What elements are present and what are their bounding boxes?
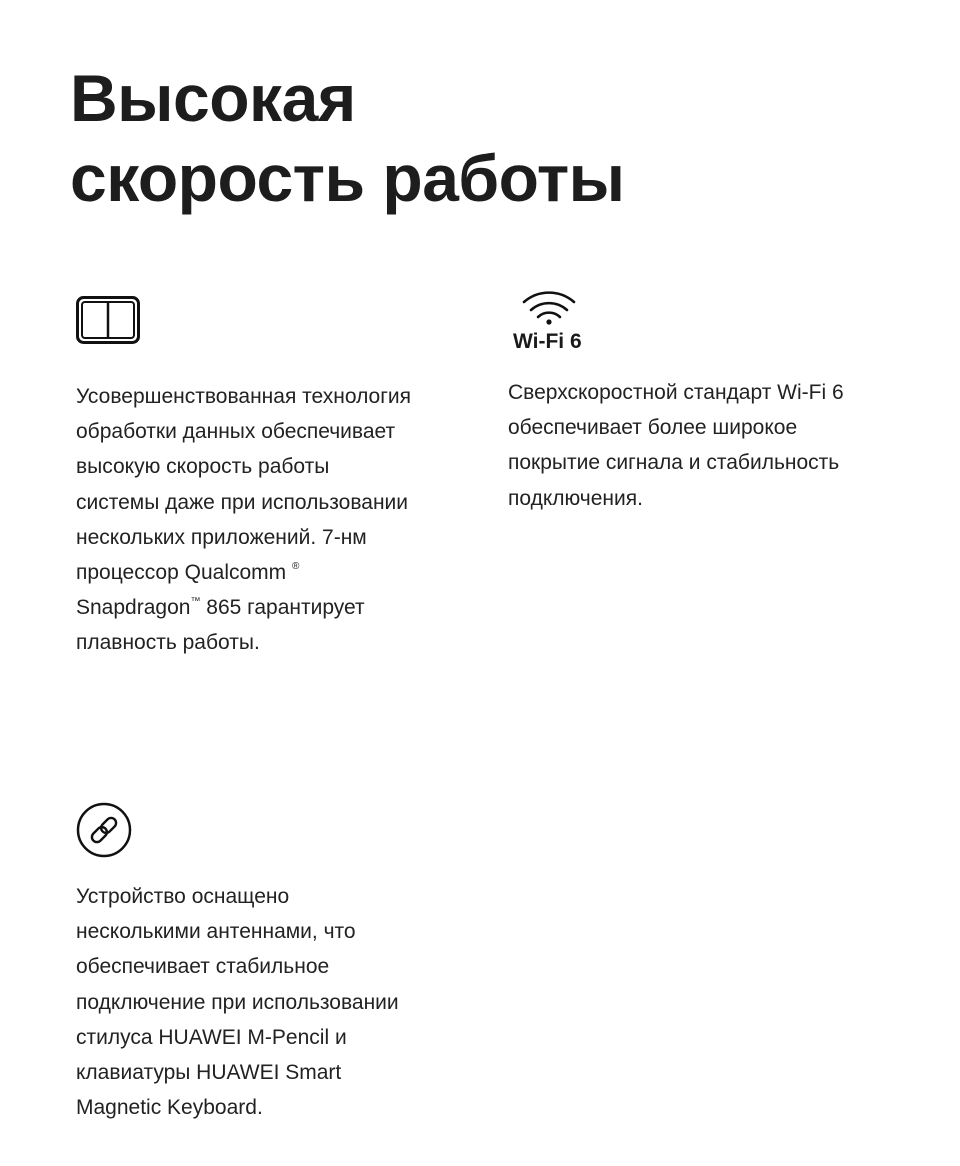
- wifi-line: Сверхскоростной стандарт Wi-Fi 6: [508, 381, 844, 404]
- antenna-line: Magnetic Keyboard.: [76, 1096, 263, 1120]
- wifi-line: подключения.: [508, 486, 643, 510]
- wifi-description: [508, 375, 844, 516]
- page-title-line-1: Высокая: [70, 61, 356, 135]
- processor-line-text: процессор Qualcomm: [76, 561, 287, 585]
- wifi-line: обеспечивает более широкое: [508, 416, 798, 440]
- wifi-line: покрытие сигнала и стабильность: [508, 451, 840, 475]
- processor-line: нескольких приложений. 7-нм: [76, 525, 367, 549]
- processor-line: Усовершенствованная технология: [76, 385, 411, 408]
- wifi-icon: [512, 288, 588, 358]
- processor-line-text: 865 гарантирует: [206, 596, 365, 620]
- processor-line: системы даже при использовании: [76, 490, 409, 514]
- processor-line: плавность работы.: [76, 631, 260, 655]
- processor-line: обработки данных обеспечивает: [76, 420, 396, 444]
- antenna-line: несколькими антеннами, что: [76, 920, 356, 944]
- link-icon: [76, 802, 132, 858]
- antenna-line: подключение при использовании: [76, 990, 399, 1014]
- page-title: [70, 58, 625, 218]
- antenna-description: [76, 879, 399, 1125]
- page-title-line-2: скорость работы: [70, 141, 625, 215]
- processor-line: высокую скорость работы: [76, 455, 330, 479]
- wifi-6-label: Wi-Fi 6: [513, 330, 582, 353]
- processor-line: [76, 555, 411, 590]
- antenna-line: стилуса HUAWEI M-Pencil и: [76, 1025, 347, 1049]
- trademark-mark: ™: [190, 596, 201, 608]
- processor-description: [76, 379, 411, 661]
- processor-icon: [76, 296, 140, 344]
- processor-line-text: Snapdragon: [76, 596, 191, 620]
- processor-line: [76, 590, 411, 625]
- antenna-line: клавиатуры HUAWEI Smart: [76, 1061, 342, 1085]
- registered-mark: ®: [292, 561, 300, 573]
- antenna-line: Устройство оснащено: [76, 885, 290, 908]
- antenna-line: обеспечивает стабильное: [76, 955, 330, 979]
